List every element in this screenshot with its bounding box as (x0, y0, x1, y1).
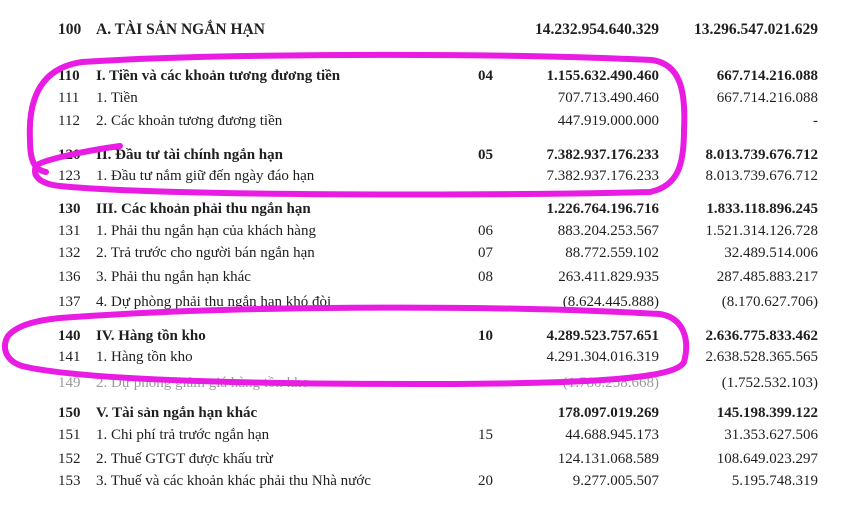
item-code: 153 (58, 473, 81, 489)
previous-value: 667.714.216.088 (716, 68, 818, 84)
current-value: 1.226.764.196.716 (546, 201, 659, 217)
item-name: 1. Chi phí trả trước ngắn hạn (96, 427, 270, 443)
current-value: 44.688.945.173 (565, 427, 659, 443)
table-row (0, 19, 843, 41)
item-note: 20 (478, 473, 493, 489)
previous-value: 667.714.216.088 (716, 90, 818, 106)
current-value: (1.780.258.668) (562, 375, 659, 391)
previous-value: 1.521.314.126.728 (705, 223, 818, 239)
item-code: 120 (58, 147, 81, 163)
previous-value: 287.485.883.217 (716, 269, 818, 285)
table-row (0, 266, 843, 288)
current-value: (8.624.445.888) (562, 294, 659, 310)
table-row (0, 87, 843, 109)
item-note: 10 (478, 328, 493, 344)
item-name: V. Tài sản ngắn hạn khác (96, 405, 258, 421)
current-value: 883.204.253.567 (557, 223, 659, 239)
item-code: 141 (58, 349, 81, 365)
previous-value: 5.195.748.319 (731, 473, 818, 489)
previous-value: 108.649.023.297 (716, 451, 818, 467)
item-code: 110 (58, 68, 80, 84)
item-code: 130 (58, 201, 81, 217)
current-value: 4.289.523.757.651 (546, 328, 659, 344)
table-row (0, 346, 843, 368)
current-value: 4.291.304.016.319 (546, 349, 659, 365)
item-code: 137 (58, 294, 81, 310)
current-value: 124.131.068.589 (557, 451, 659, 467)
previous-value: 1.833.118.896.245 (706, 201, 818, 217)
previous-value: (8.170.627.706) (721, 294, 818, 310)
item-note: 05 (478, 147, 493, 163)
current-value: 1.155.632.490.460 (546, 68, 659, 84)
item-name: 2. Thuế GTGT được khấu trừ (96, 451, 273, 467)
item-name: II. Đầu tư tài chính ngắn hạn (96, 147, 283, 163)
previous-value: 8.013.739.676.712 (705, 147, 818, 163)
table-row (0, 424, 843, 446)
previous-value: 32.489.514.006 (724, 245, 818, 261)
table-row (0, 470, 843, 492)
item-code: 151 (58, 427, 81, 443)
current-value: 447.919.000.000 (557, 113, 659, 129)
current-value: 178.097.019.269 (557, 405, 659, 421)
item-note: 07 (478, 245, 493, 261)
item-note: 06 (478, 223, 493, 239)
table-row (0, 325, 843, 347)
table-row (0, 220, 843, 242)
table-row (0, 65, 843, 87)
item-code: 132 (58, 245, 81, 261)
table-row (0, 165, 843, 187)
item-code: 123 (58, 168, 81, 184)
item-name: I. Tiền và các khoản tương đương tiền (96, 68, 341, 84)
current-value: 14.232.954.640.329 (535, 21, 659, 38)
table-row (0, 144, 843, 166)
item-name: 1. Hàng tồn kho (96, 349, 193, 365)
item-name: IV. Hàng tồn kho (96, 328, 206, 344)
item-code: 131 (58, 223, 81, 239)
current-value: 707.713.490.460 (557, 90, 659, 106)
item-name: A. TÀI SẢN NGẮN HẠN (96, 21, 265, 38)
previous-value: (1.752.532.103) (721, 375, 818, 391)
item-name: 3. Thuế và các khoản khác phải thu Nhà nước (96, 473, 371, 489)
table-row (0, 372, 843, 394)
current-value: 7.382.937.176.233 (546, 168, 659, 184)
item-code: 150 (58, 405, 81, 421)
table-row (0, 198, 843, 220)
current-value: 263.411.829.935 (558, 269, 659, 285)
current-value: 7.382.937.176.233 (546, 147, 659, 163)
item-code: 149 (58, 375, 81, 391)
item-name: 1. Phải thu ngắn hạn của khách hàng (96, 223, 316, 239)
item-name: 4. Dự phòng phải thu ngắn hạn khó đòi (96, 294, 332, 310)
item-name: 2. Các khoản tương đương tiền (96, 113, 283, 129)
item-name: 2. Dự phòng giảm giá hàng tồn kho (96, 375, 310, 391)
previous-value: 13.296.547.021.629 (694, 21, 818, 38)
item-note: 04 (478, 68, 493, 84)
item-name: 3. Phải thu ngắn hạn khác (96, 269, 251, 285)
item-name: 2. Trả trước cho người bán ngắn hạn (96, 245, 315, 261)
item-name: 1. Đầu tư nắm giữ đến ngày đáo hạn (96, 168, 315, 184)
table-row (0, 110, 843, 132)
previous-value: - (813, 113, 818, 129)
previous-value: 2.638.528.365.565 (705, 349, 818, 365)
item-code: 152 (58, 451, 81, 467)
current-value: 9.277.005.507 (572, 473, 659, 489)
table-row (0, 291, 843, 313)
item-code: 140 (58, 328, 81, 344)
previous-value: 8.013.739.676.712 (705, 168, 818, 184)
item-note: 08 (478, 269, 493, 285)
table-row (0, 402, 843, 424)
previous-value: 2.636.775.833.462 (705, 328, 818, 344)
item-code: 112 (58, 113, 80, 129)
item-name: III. Các khoản phải thu ngắn hạn (96, 201, 311, 217)
item-code: 111 (58, 90, 80, 106)
previous-value: 145.198.399.122 (716, 405, 818, 421)
item-code: 100 (58, 21, 82, 38)
item-code: 136 (58, 269, 81, 285)
current-value: 88.772.559.102 (565, 245, 659, 261)
table-row (0, 448, 843, 470)
item-name: 1. Tiền (96, 90, 138, 106)
previous-value: 31.353.627.506 (724, 427, 818, 443)
table-row (0, 242, 843, 264)
item-note: 15 (478, 427, 493, 443)
